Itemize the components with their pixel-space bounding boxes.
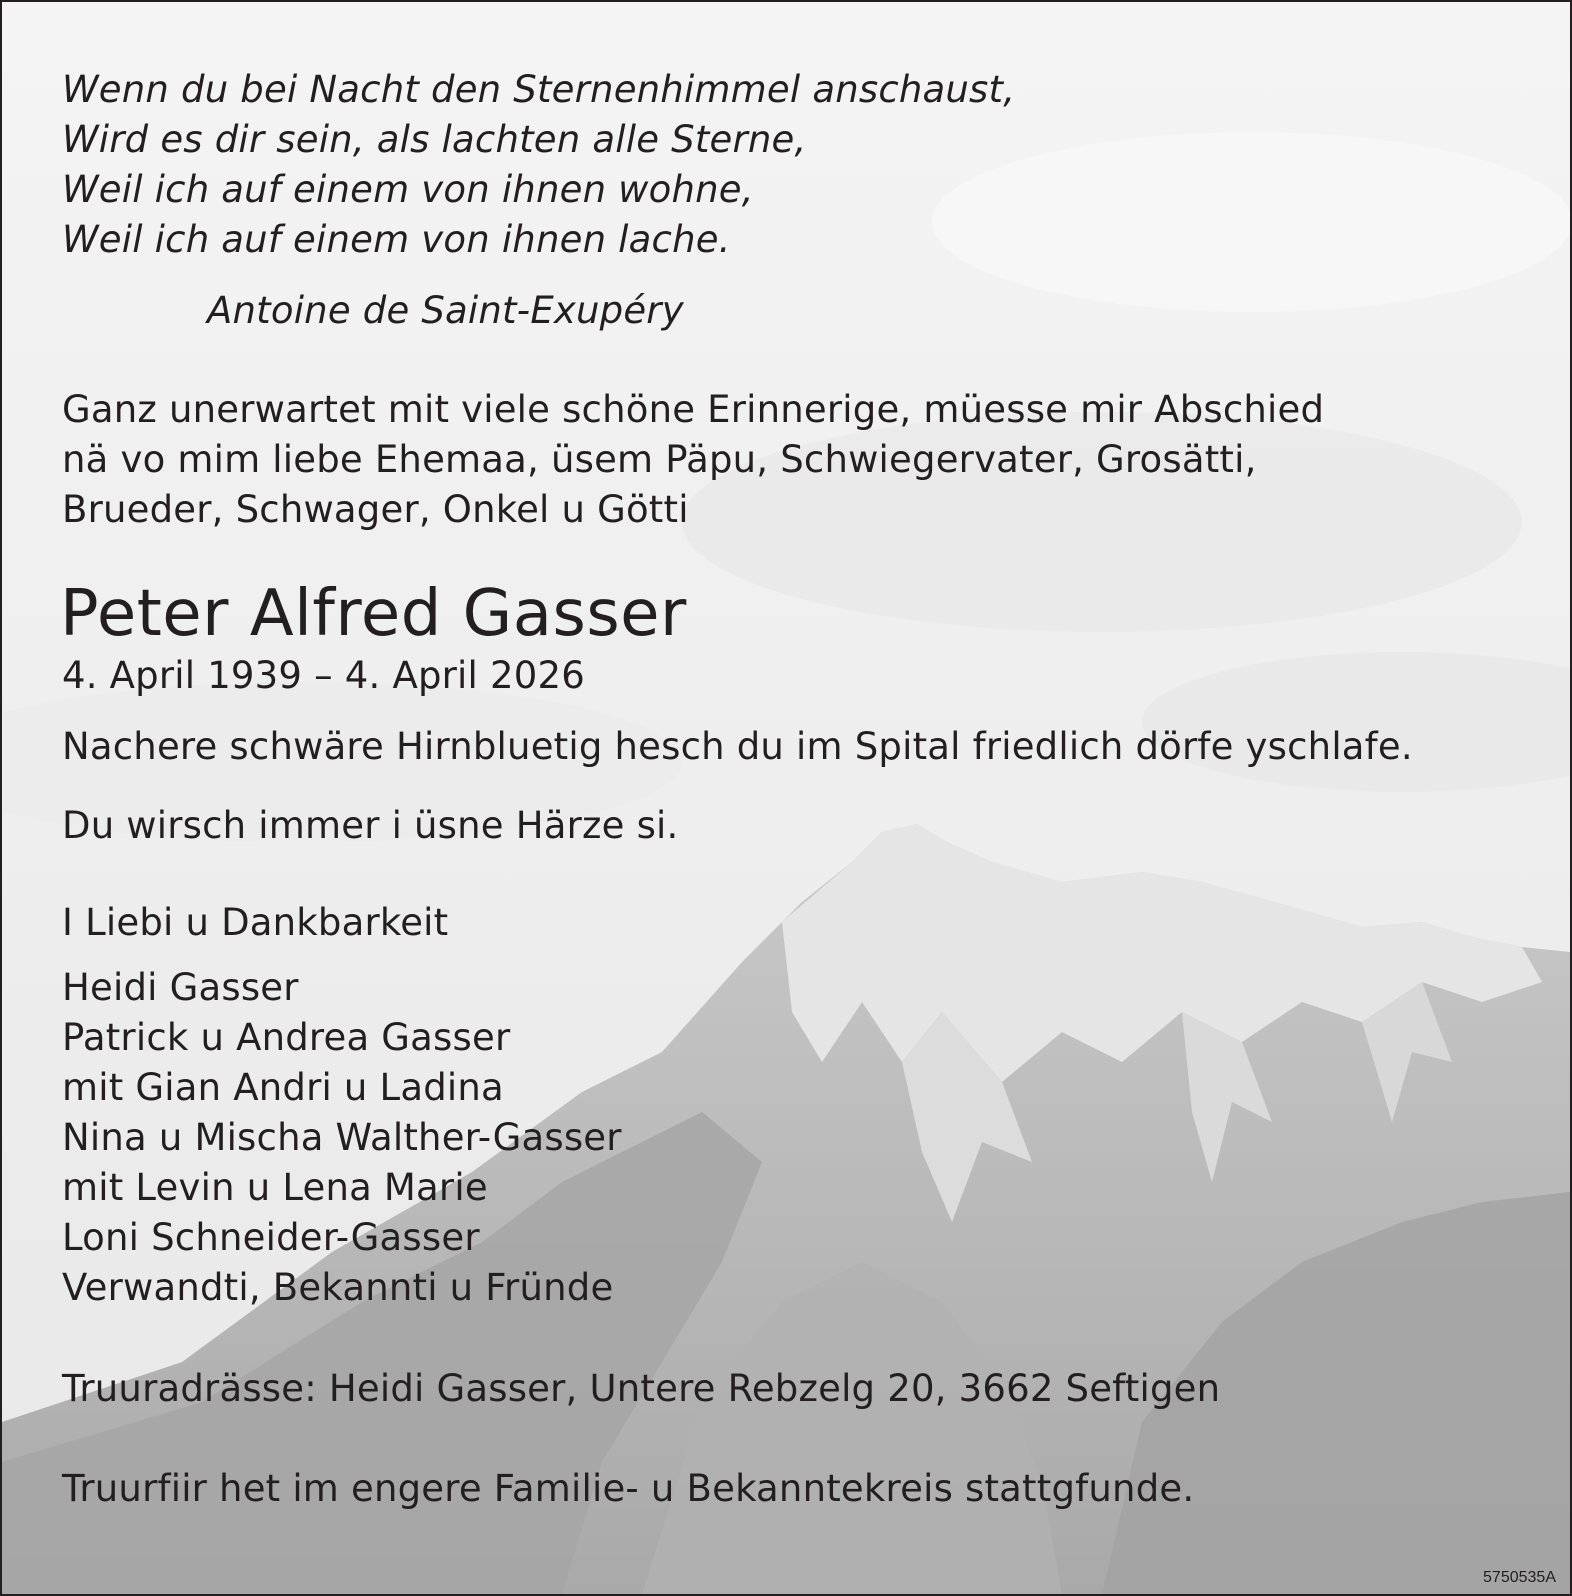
mourning-address: Truuradrässe: Heidi Gasser, Untere Rebzelg 20, 3662 Seftigen <box>62 1367 1221 1410</box>
poem-line: Weil ich auf einem von ihnen wohne, <box>62 168 754 211</box>
message-line: Nachere schwäre Hirnbluetig hesch du im Spital friedlich dörfe yschlafe. <box>62 725 1413 768</box>
poem-line: Weil ich auf einem von ihnen lache. <box>62 218 731 261</box>
mourner-name: Loni Schneider-Gasser <box>62 1216 480 1259</box>
mourners-heading: I Liebi u Dankbarkeit <box>62 901 449 944</box>
mourner-name: Verwandti, Bekannti u Fründe <box>62 1266 614 1309</box>
poem-author: Antoine de Saint-Exupéry <box>207 289 684 332</box>
notice-text <box>2 2 1570 1594</box>
reference-number: 5750535A <box>1483 1569 1556 1586</box>
life-dates: 4. April 1939 – 4. April 2026 <box>62 654 585 697</box>
ceremony-note: Truurfiir het im engere Familie- u Bekanntekreis stattgfunde. <box>62 1467 1195 1510</box>
mourner-name: mit Levin u Lena Marie <box>62 1166 488 1209</box>
intro-line: Ganz unerwartet mit viele schöne Erinnerige, müesse mir Abschied <box>62 388 1325 431</box>
mourner-name: mit Gian Andri u Ladina <box>62 1066 504 1109</box>
mourner-name: Patrick u Andrea Gasser <box>62 1016 511 1059</box>
message-line: Du wirsch immer i üsne Härze si. <box>62 804 679 847</box>
mourner-name: Nina u Mischa Walther-Gasser <box>62 1116 622 1159</box>
intro-line: nä vo mim liebe Ehemaa, üsem Päpu, Schwiegervater, Grosätti, <box>62 438 1257 481</box>
poem-line: Wenn du bei Nacht den Sternenhimmel anschaust, <box>62 68 1016 111</box>
mourner-name: Heidi Gasser <box>62 966 299 1009</box>
intro-line: Brueder, Schwager, Onkel u Götti <box>62 488 689 531</box>
poem-line: Wird es dir sein, als lachten alle Sterne, <box>62 118 807 161</box>
deceased-name: Peter Alfred Gasser <box>60 577 687 651</box>
